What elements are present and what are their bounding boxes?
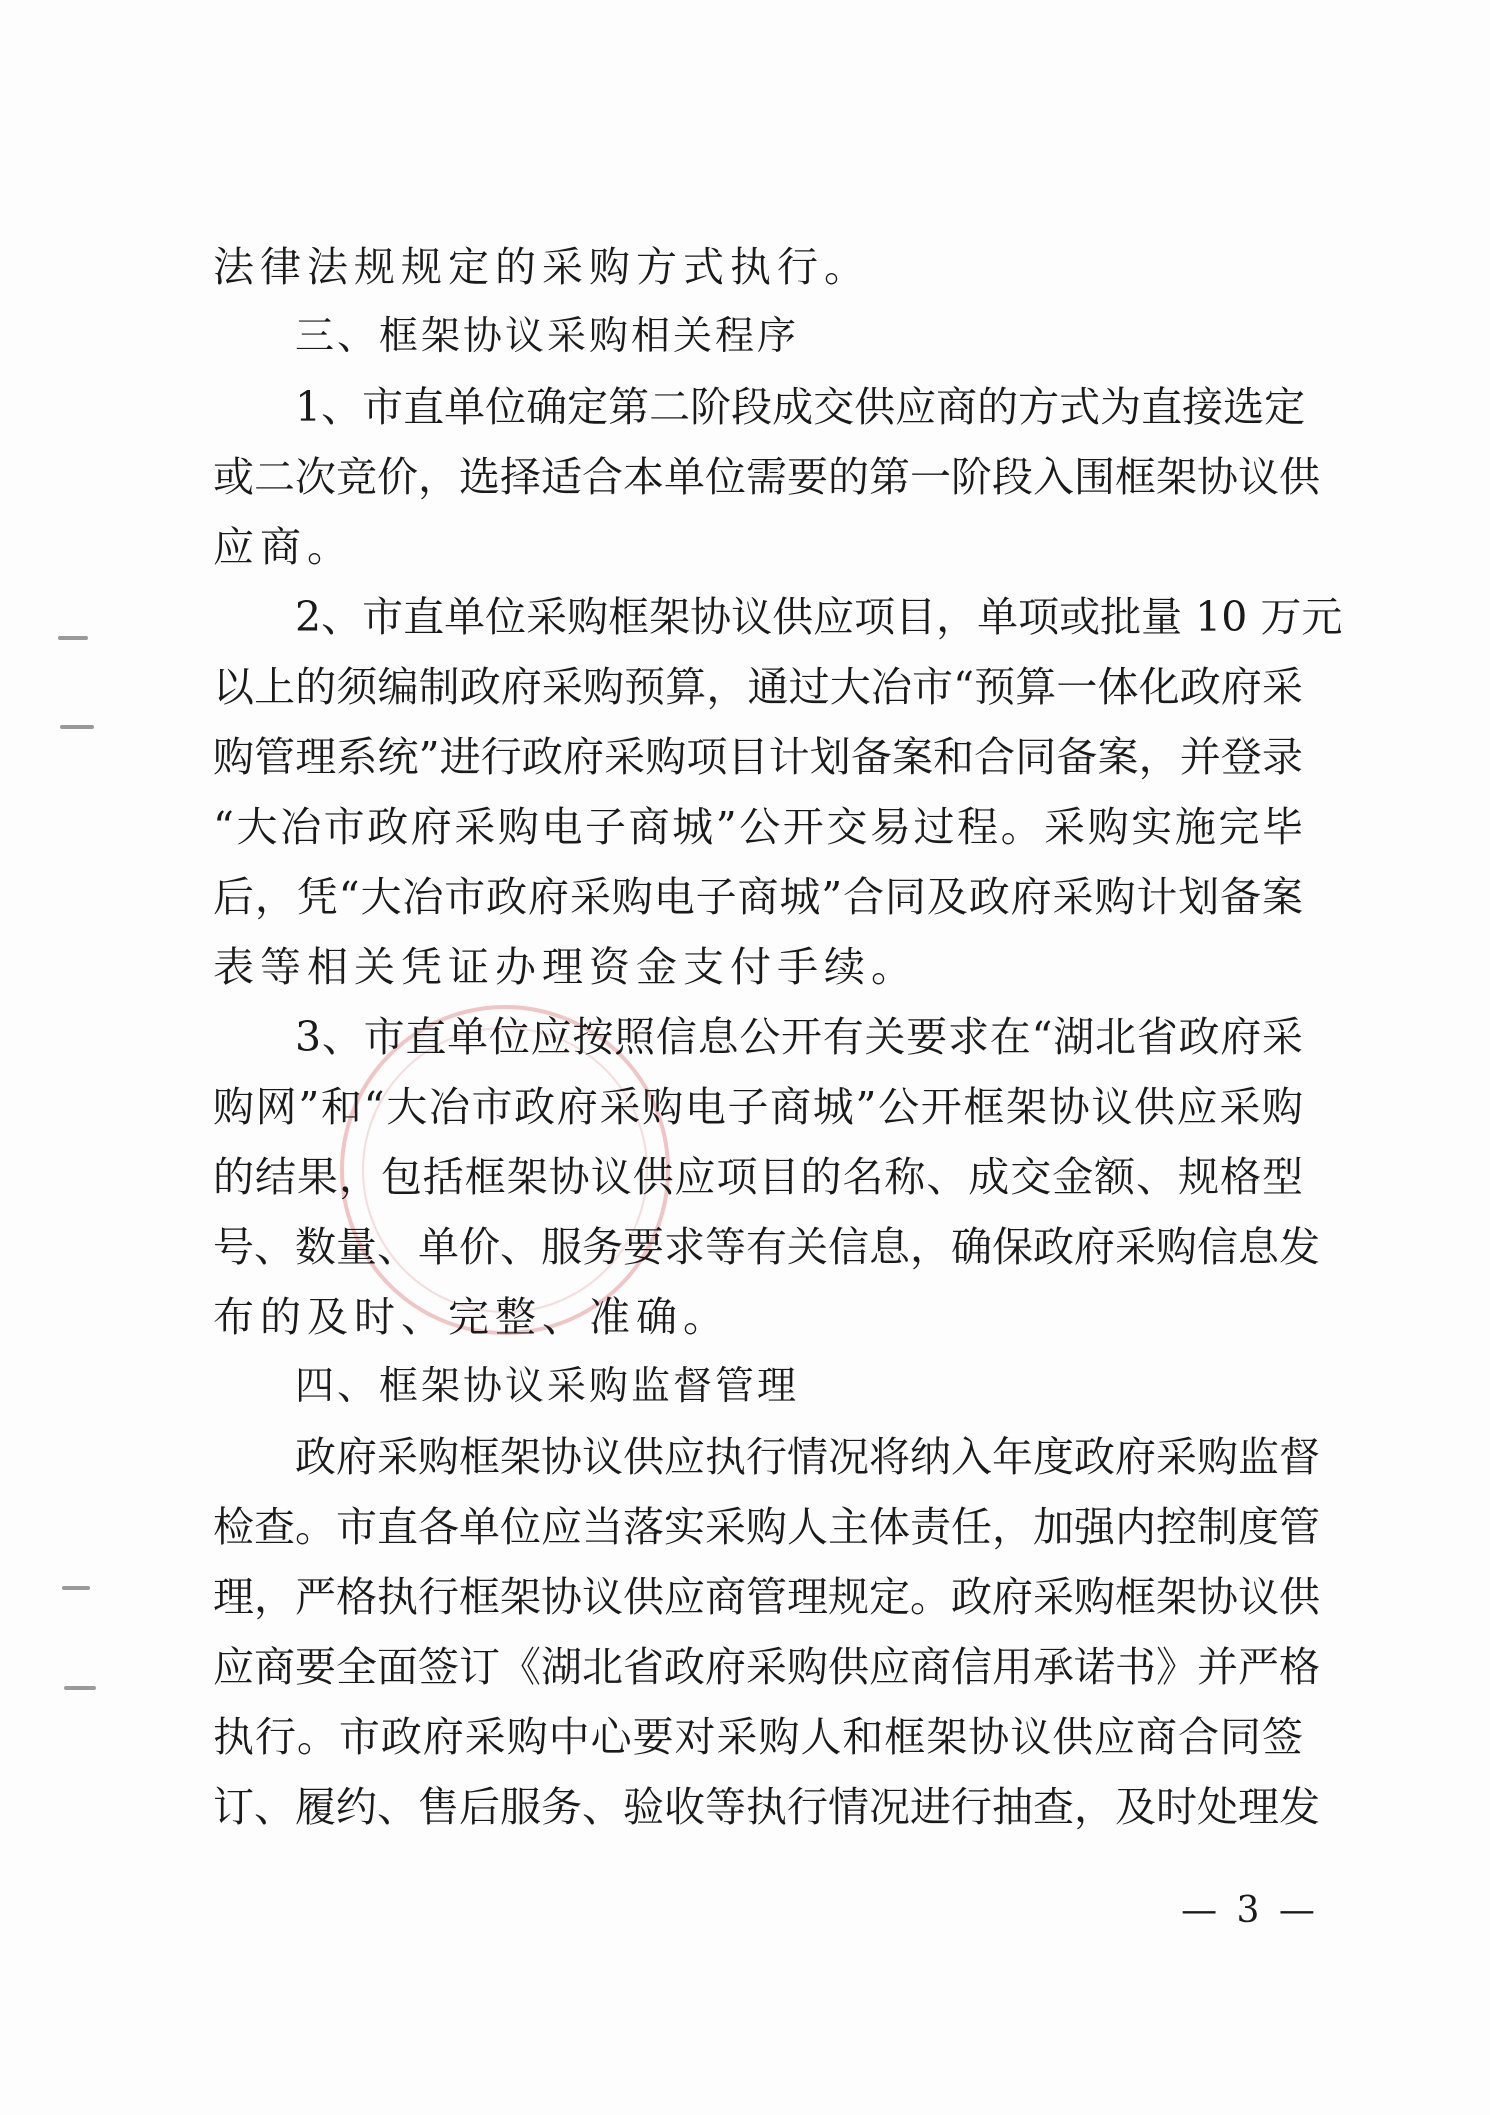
paragraph-line: 3、市直单位应按照信息公开有关要求在“湖北省政府采 [295,1013,1303,1061]
page-number: — 3 — [1181,1890,1319,1931]
paragraph-line: 后，凭“大冶市政府采购电子商城”合同及政府采购计划备案 [213,873,1303,921]
scan-speck [60,725,94,729]
paragraph-line: 1、市直单位确定第二阶段成交供应商的方式为直接选定 [295,383,1306,431]
paragraph-line: 购网”和“大冶市政府采购电子商城”公开框架协议供应采购 [213,1083,1303,1131]
paragraph-line: 购管理系统”进行政府采购项目计划备案和合同备案，并登录 [213,733,1303,781]
paragraph-line: 以上的须编制政府采购预算，通过大冶市“预算一体化政府采 [213,663,1303,711]
paragraph-line: 的结果，包括框架协议供应项目的名称、成交金额、规格型 [213,1153,1303,1201]
paragraph-line: 政府采购框架协议供应执行情况将纳入年度政府采购监督 [295,1433,1320,1481]
paragraph-line: 号、数量、单价、服务要求等有关信息，确保政府采购信息发 [213,1223,1320,1271]
scan-speck [64,1686,96,1690]
paragraph-line: 订、履约、售后服务、验收等执行情况进行抽查，及时处理发 [213,1783,1320,1831]
paragraph-line: 应商要全面签订《湖北省政府采购供应商信用承诺书》并严格 [213,1643,1320,1691]
scan-speck [58,636,88,640]
section-heading: 四、框架协议采购监督管理 [295,1364,800,1409]
paragraph-line: 法律法规规定的采购方式执行。 [213,243,871,291]
paragraph-line: “大冶市政府采购电子商城”公开交易过程。采购实施完毕 [213,803,1303,851]
section-heading: 三、框架协议采购相关程序 [295,314,800,359]
paragraph-line: 或二次竞价，选择适合本单位需要的第一阶段入围框架协议供 [213,453,1320,501]
paragraph-line: 检查。市直各单位应当落实采购人主体责任，加强内控制度管 [213,1503,1320,1551]
paragraph-line: 2、市直单位采购框架协议供应项目，单项或批量 10 万元 [295,593,1343,641]
body-text [213,232,1343,1842]
paragraph-line: 布的及时、完整、准确。 [213,1293,730,1341]
paragraph-line: 应商。 [213,523,354,571]
paragraph-line: 表等相关凭证办理资金支付手续。 [213,943,918,991]
scan-speck [62,1586,90,1590]
paragraph-line: 理，严格执行框架协议供应商管理规定。政府采购框架协议供 [213,1573,1320,1621]
paragraph-line: 执行。市政府采购中心要对采购人和框架协议供应商合同签 [213,1713,1303,1761]
